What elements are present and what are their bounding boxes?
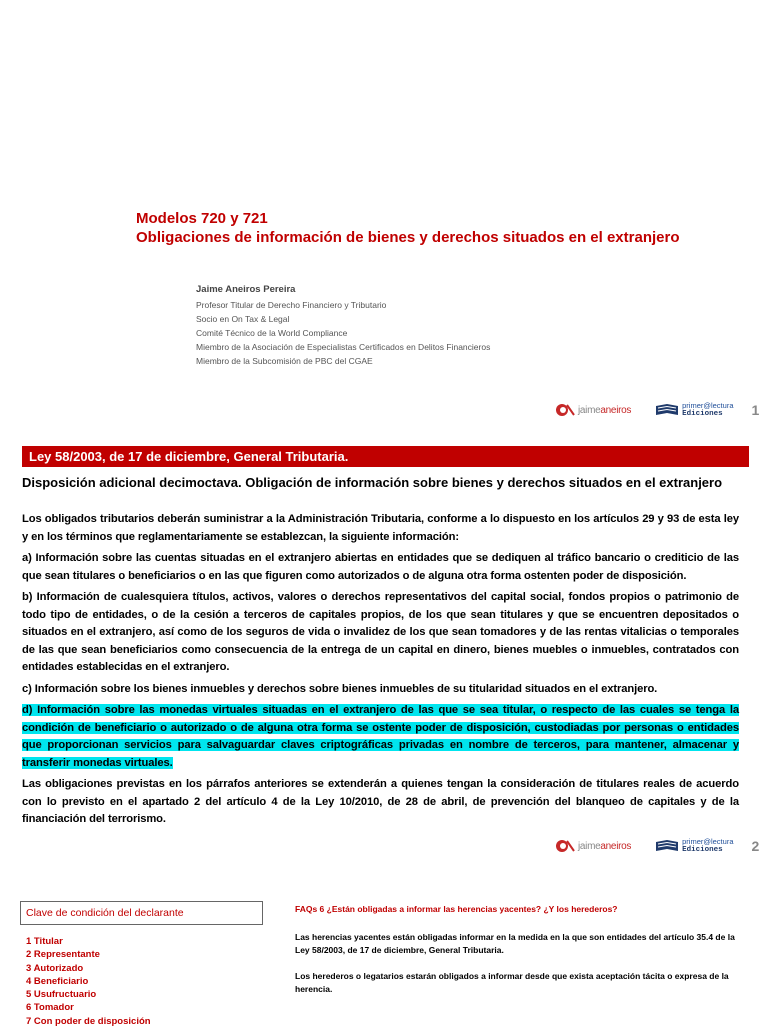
author-affiliation: Socio en On Tax & Legal <box>196 314 290 324</box>
jaime-aneiros-logo <box>555 839 631 853</box>
primera-lectura-logo <box>655 402 733 418</box>
slide2-footer-brand <box>555 838 759 854</box>
law-banner: Ley 58/2003, de 17 de diciembre, General Tributaria. <box>22 446 749 467</box>
aneiros-mark-icon <box>555 403 575 417</box>
logo-text-jaime: jaime <box>578 840 601 852</box>
list-item: 7 Con poder de disposición <box>26 1015 151 1027</box>
clave-box: Clave de condición del declarante <box>20 901 263 925</box>
author-affiliation: Miembro de la Subcomisión de PBC del CGAE <box>196 356 373 366</box>
list-item: 6 Tomador <box>26 1002 74 1014</box>
clave-list <box>26 935 151 1028</box>
provision-heading: Disposición adicional decimoctava. Obligación de información sobre bienes y derechos situados en el extranjero <box>22 475 723 490</box>
logo-text-aneiros: aneiros <box>600 404 632 416</box>
slide1-footer-brand <box>555 402 759 418</box>
provision-paragraph-b: b) Información de cualesquiera títulos, activos, valores o derechos representativos del capital social, fondos propios o patrimonio de todo tipo de entidades, o de la cesión a terceros de capitales propios, de los que sean titulares y que se encuentren depositados o situados en el extranjero, así como de los seguros de vida o invalidez de los que sean tomadores y de las rentas vitalicias o temporales de las que sean beneficiarios como consecuencia de la entrega de un capital en dinero, bienes muebles o inmuebles, contratados con entidades establecidas en el extranjero. <box>22 591 739 673</box>
provision-final-paragraph: Las obligaciones previstas en los párrafos anteriores se extenderán a quienes tengan la consideración de titulares reales de acuerdo con lo previsto en el apartado 2 del artículo 4 de la Ley 10/2010, de 28 de abril, de prevención del blanqueo de capitales y de la financiación del terrorismo. <box>22 778 739 825</box>
faq-question: FAQs 6 ¿Están obligadas a informar las herencias yacentes? ¿Y los herederos? <box>295 904 618 914</box>
provision-paragraph-d <box>22 702 739 772</box>
primera-lectura-logo <box>655 838 733 854</box>
jaime-aneiros-logo <box>555 403 631 417</box>
book-icon <box>655 839 679 853</box>
provision-body <box>22 511 739 833</box>
list-item: 1 Titular <box>26 936 63 947</box>
author-affiliation: Comité Técnico de la World Compliance <box>196 328 348 338</box>
slide1-page-number: 1 <box>751 402 760 418</box>
logo-text-aneiros: aneiros <box>600 840 632 852</box>
slide2-page-number: 2 <box>751 838 760 854</box>
provision-paragraph-a: a) Información sobre las cuentas situadas en el extranjero abiertas en entidades que se dediquen al tráfico bancario o crediticio de las que sean titulares o beneficiarios o en las que figuren como autorizados o de alguna otra forma ostenten poder de disposición. <box>22 552 739 582</box>
faq-answer-2: Los herederos o legatarios estarán obligados a informar desde que exista aceptación tácita o expresa de la herencia. <box>295 971 729 994</box>
provision-paragraph-c: c) Información sobre los bienes inmuebles y derechos sobre bienes inmuebles de su titularidad situados en el extranjero. <box>22 682 658 695</box>
slide1-title-line1: Modelos 720 y 721 <box>136 210 268 227</box>
list-item: 3 Autorizado <box>26 962 84 974</box>
logo-text-ediciones: Ediciones <box>682 410 723 418</box>
list-item: 5 Usufructuario <box>26 989 97 1001</box>
logo-text-primera-lectura: primer@lectura <box>682 401 734 410</box>
aneiros-mark-icon <box>555 839 575 853</box>
author-affiliations <box>196 298 490 368</box>
highlighted-paragraph-d: d) Información sobre las monedas virtuales situadas en el extranjero de las que se sea titular, o respecto de las cuales se tenga la condición de beneficiario o autorizado o de alguna otra forma se ostente poder de disposición, custodiadas por personas o entidades que proporcionan servicios para salvaguardar claves criptográficas privadas en nombre de terceros, para mantener, almacenar y transferir monedas virtuales. <box>22 704 739 769</box>
slide1-title-line2: Obligaciones de información de bienes y derechos situados en el extranjero <box>136 229 680 246</box>
slide1-title <box>136 209 756 247</box>
logo-text-primera-lectura: primer@lectura <box>682 837 734 846</box>
logo-text-jaime: jaime <box>578 404 601 416</box>
list-item: 2 Representante <box>26 949 100 961</box>
author-name: Jaime Aneiros Pereira <box>196 284 296 295</box>
author-affiliation: Profesor Titular de Derecho Financiero y Tributario <box>196 300 387 310</box>
book-icon <box>655 403 679 417</box>
faq-answer-1: Las herencias yacentes están obligadas informar en la medida en la que son entidades del artículo 35.4 de la Ley 58/2003, de 17 de diciembre, General Tributaria. <box>295 932 735 955</box>
author-affiliation: Miembro de la Asociación de Especialistas Certificados en Delitos Financieros <box>196 342 491 352</box>
logo-text-ediciones: Ediciones <box>682 846 723 854</box>
list-item: 4 Beneficiario <box>26 975 89 987</box>
provision-intro: Los obligados tributarios deberán suministrar a la Administración Tributaria, conforme a lo dispuesto en los artículos 29 y 93 de esta ley y en los términos que reglamentariamente se establezcan, la siguiente información: <box>22 513 739 543</box>
